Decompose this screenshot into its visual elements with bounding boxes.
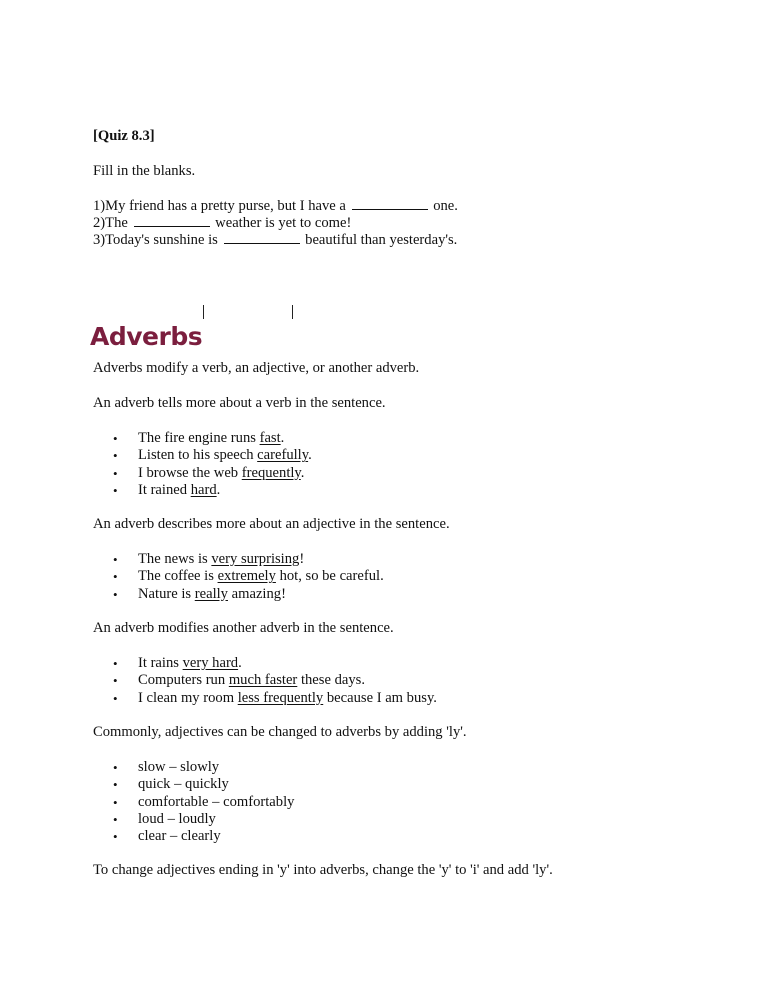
item-text: The coffee is [138,568,218,585]
item-text: because I am busy. [323,689,437,706]
item-text: The fire engine runs [138,430,260,446]
bullet-icon: • [113,465,118,481]
quiz-question-2 [93,214,351,232]
example-list-adverb [0,655,437,707]
separator-bar [203,305,204,319]
underlined-adverb: frequently [241,464,301,481]
list-item [0,690,437,707]
example-list-adjective [0,551,384,603]
underlined-adverb: very surprising [211,551,300,567]
bullet-icon: • [113,656,118,671]
item-text: ! [299,551,305,567]
item-text: loud – loudly [138,810,216,827]
section-lead-adjective: An adverb describes more about an adjective in the sentence. [93,516,450,532]
item-text: hot, so be careful. [275,568,384,585]
item-text: these days. [297,672,365,689]
underlined-adverb: much faster [228,672,298,689]
item-text: It rains [138,655,183,671]
list-item [0,672,437,689]
bullet-icon: • [113,586,118,602]
bullet-icon: • [113,673,118,689]
item-text: slow – slowly [138,759,220,775]
bullet-icon: • [113,482,118,498]
list-item [0,568,384,585]
bullet-icon: • [113,569,118,585]
bullet-icon: • [113,811,118,827]
item-text: I clean my room [138,689,238,706]
separator-bar [292,305,293,319]
underlined-adverb: extremely [217,568,276,585]
question-text-after: weather is yet to come! [215,215,352,231]
answer-blank [134,214,210,227]
item-text: comfortable – comfortably [138,793,295,810]
section-lead-ly: Commonly, adjectives can be changed to adverbs by adding 'ly'. [93,724,467,740]
item-text: . [280,430,285,446]
item-text: clear – clearly [138,828,221,845]
example-list-ly [0,759,294,845]
bullet-icon: • [113,690,118,706]
bullet-icon: • [113,431,118,446]
item-text: . [216,481,221,498]
section-lead-adverb: An adverb modifies another adverb in the sentence. [93,620,394,636]
list-item [0,776,294,793]
underlined-adverb: hard [190,481,217,498]
section-lead-verb: An adverb tells more about a verb in the sentence. [93,395,386,411]
item-text: . [300,464,305,481]
item-text: It rained [138,481,191,498]
list-item [0,794,294,811]
question-text-before: 1)My friend has a pretty purse, but I have a [93,198,346,214]
quiz-question-3 [93,231,457,249]
bullet-icon: • [113,829,118,845]
underlined-adverb: very hard [182,655,239,671]
item-text: Listen to his speech [138,447,258,464]
list-item [0,586,384,603]
item-text: . [238,655,242,671]
list-item [0,465,312,482]
item-text: amazing! [227,585,286,602]
list-item [0,447,312,464]
section-heading: Adverbs [90,322,203,351]
underlined-adverb: carefully [257,447,309,464]
item-text: . [308,447,312,464]
quiz-title: [Quiz 8.3] [93,128,155,144]
list-item [0,482,312,499]
list-item [0,811,294,828]
intro-paragraph: Adverbs modify a verb, an adjective, or another adverb. [93,360,420,376]
bullet-icon: • [113,760,118,775]
list-item [0,655,437,672]
list-item [0,551,384,568]
quiz-question-1 [93,197,458,215]
question-text-before: 2)The [93,215,128,231]
item-text: Nature is [138,585,195,602]
bullet-icon: • [113,552,118,567]
closing-paragraph: To change adjectives ending in 'y' into adverbs, change the 'y' to 'i' and add 'ly'. [93,862,553,878]
item-text: I browse the web [138,464,242,481]
example-list-verb [0,430,312,499]
quiz-instruction: Fill in the blanks. [93,163,196,179]
bullet-icon: • [113,777,118,793]
question-text-after: one. [433,198,458,214]
item-text: quick – quickly [138,776,229,793]
underlined-adverb: fast [259,430,281,446]
list-item [0,759,294,776]
underlined-adverb: really [194,585,228,602]
bullet-icon: • [113,448,118,464]
answer-blank [224,231,300,244]
question-text-after: beautiful than yesterday's. [305,232,458,248]
underlined-adverb: less frequently [237,689,324,706]
bullet-icon: • [113,794,118,810]
question-text-before: 3)Today's sunshine is [93,232,218,248]
item-text: The news is [138,551,212,567]
list-item [0,828,294,845]
list-item [0,430,312,447]
answer-blank [352,197,428,210]
item-text: Computers run [138,672,229,689]
